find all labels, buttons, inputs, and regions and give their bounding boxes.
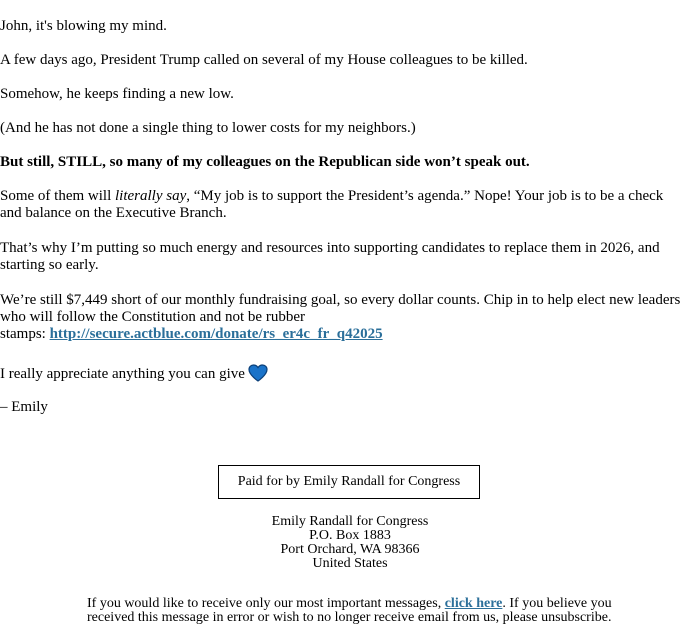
- paid-for-text: Paid for by Emily Randall for Congress: [237, 474, 461, 489]
- paragraph-colleagues-silent: But still, STILL, so many of my colleagues on the Republican side won’t speak out.: [0, 154, 530, 170]
- paid-for-disclaimer: [218, 465, 480, 499]
- note-text-before: If you would like to receive only our most important messages,: [87, 596, 445, 611]
- fundraising-text: We’re still $7,449 short of our monthly fundraising goal, so every dollar counts. Chip in to help elect new leaders who will follow the Constitution and not be rubber: [0, 292, 681, 325]
- note-text-after: . If you believe you received this message in error or wish to no longer receive email from us, please unsubscribe.: [87, 596, 612, 625]
- paragraph-fundraising: [0, 292, 686, 343]
- blue-heart-icon: [248, 364, 268, 382]
- appreciate-text: I really appreciate anything you can give: [0, 366, 245, 382]
- agenda-italic-text: literally say: [115, 188, 187, 204]
- agenda-text-before: Some of them will: [0, 188, 115, 204]
- address-line: P.O. Box 1883: [309, 528, 391, 543]
- address-line: Emily Randall for Congress: [271, 514, 429, 529]
- paragraph-appreciate: [0, 364, 686, 383]
- signature: – Emily: [0, 399, 48, 415]
- paragraph-trump-threat: A few days ago, President Trump called on several of my House colleagues to be killed.: [0, 52, 528, 68]
- agenda-text-after: , “My job is to support the President’s agenda.” Nope! Your job is to be a check and balance on the Executive Branch.: [0, 188, 664, 221]
- paragraph-costs: (And he has not done a single thing to lower costs for my neighbors.): [0, 120, 416, 136]
- donate-link[interactable]: http://secure.actblue.com/donate/rs_er4c_fr_q42025: [49, 326, 383, 342]
- stamps-text: stamps:: [0, 326, 50, 342]
- unsubscribe-note: [87, 597, 627, 625]
- mailing-address: [0, 515, 700, 571]
- greeting: John, it's blowing my mind.: [0, 18, 167, 34]
- paragraph-new-low: Somehow, he keeps finding a new low.: [0, 86, 234, 102]
- address-line: United States: [312, 556, 388, 571]
- address-line: Port Orchard, WA 98366: [280, 542, 420, 557]
- paragraph-agenda: [0, 188, 686, 222]
- click-here-link[interactable]: click here: [444, 596, 503, 611]
- paragraph-candidates: That’s why I’m putting so much energy and resources into supporting candidates to replace them in 2026, and starting so early.: [0, 240, 660, 273]
